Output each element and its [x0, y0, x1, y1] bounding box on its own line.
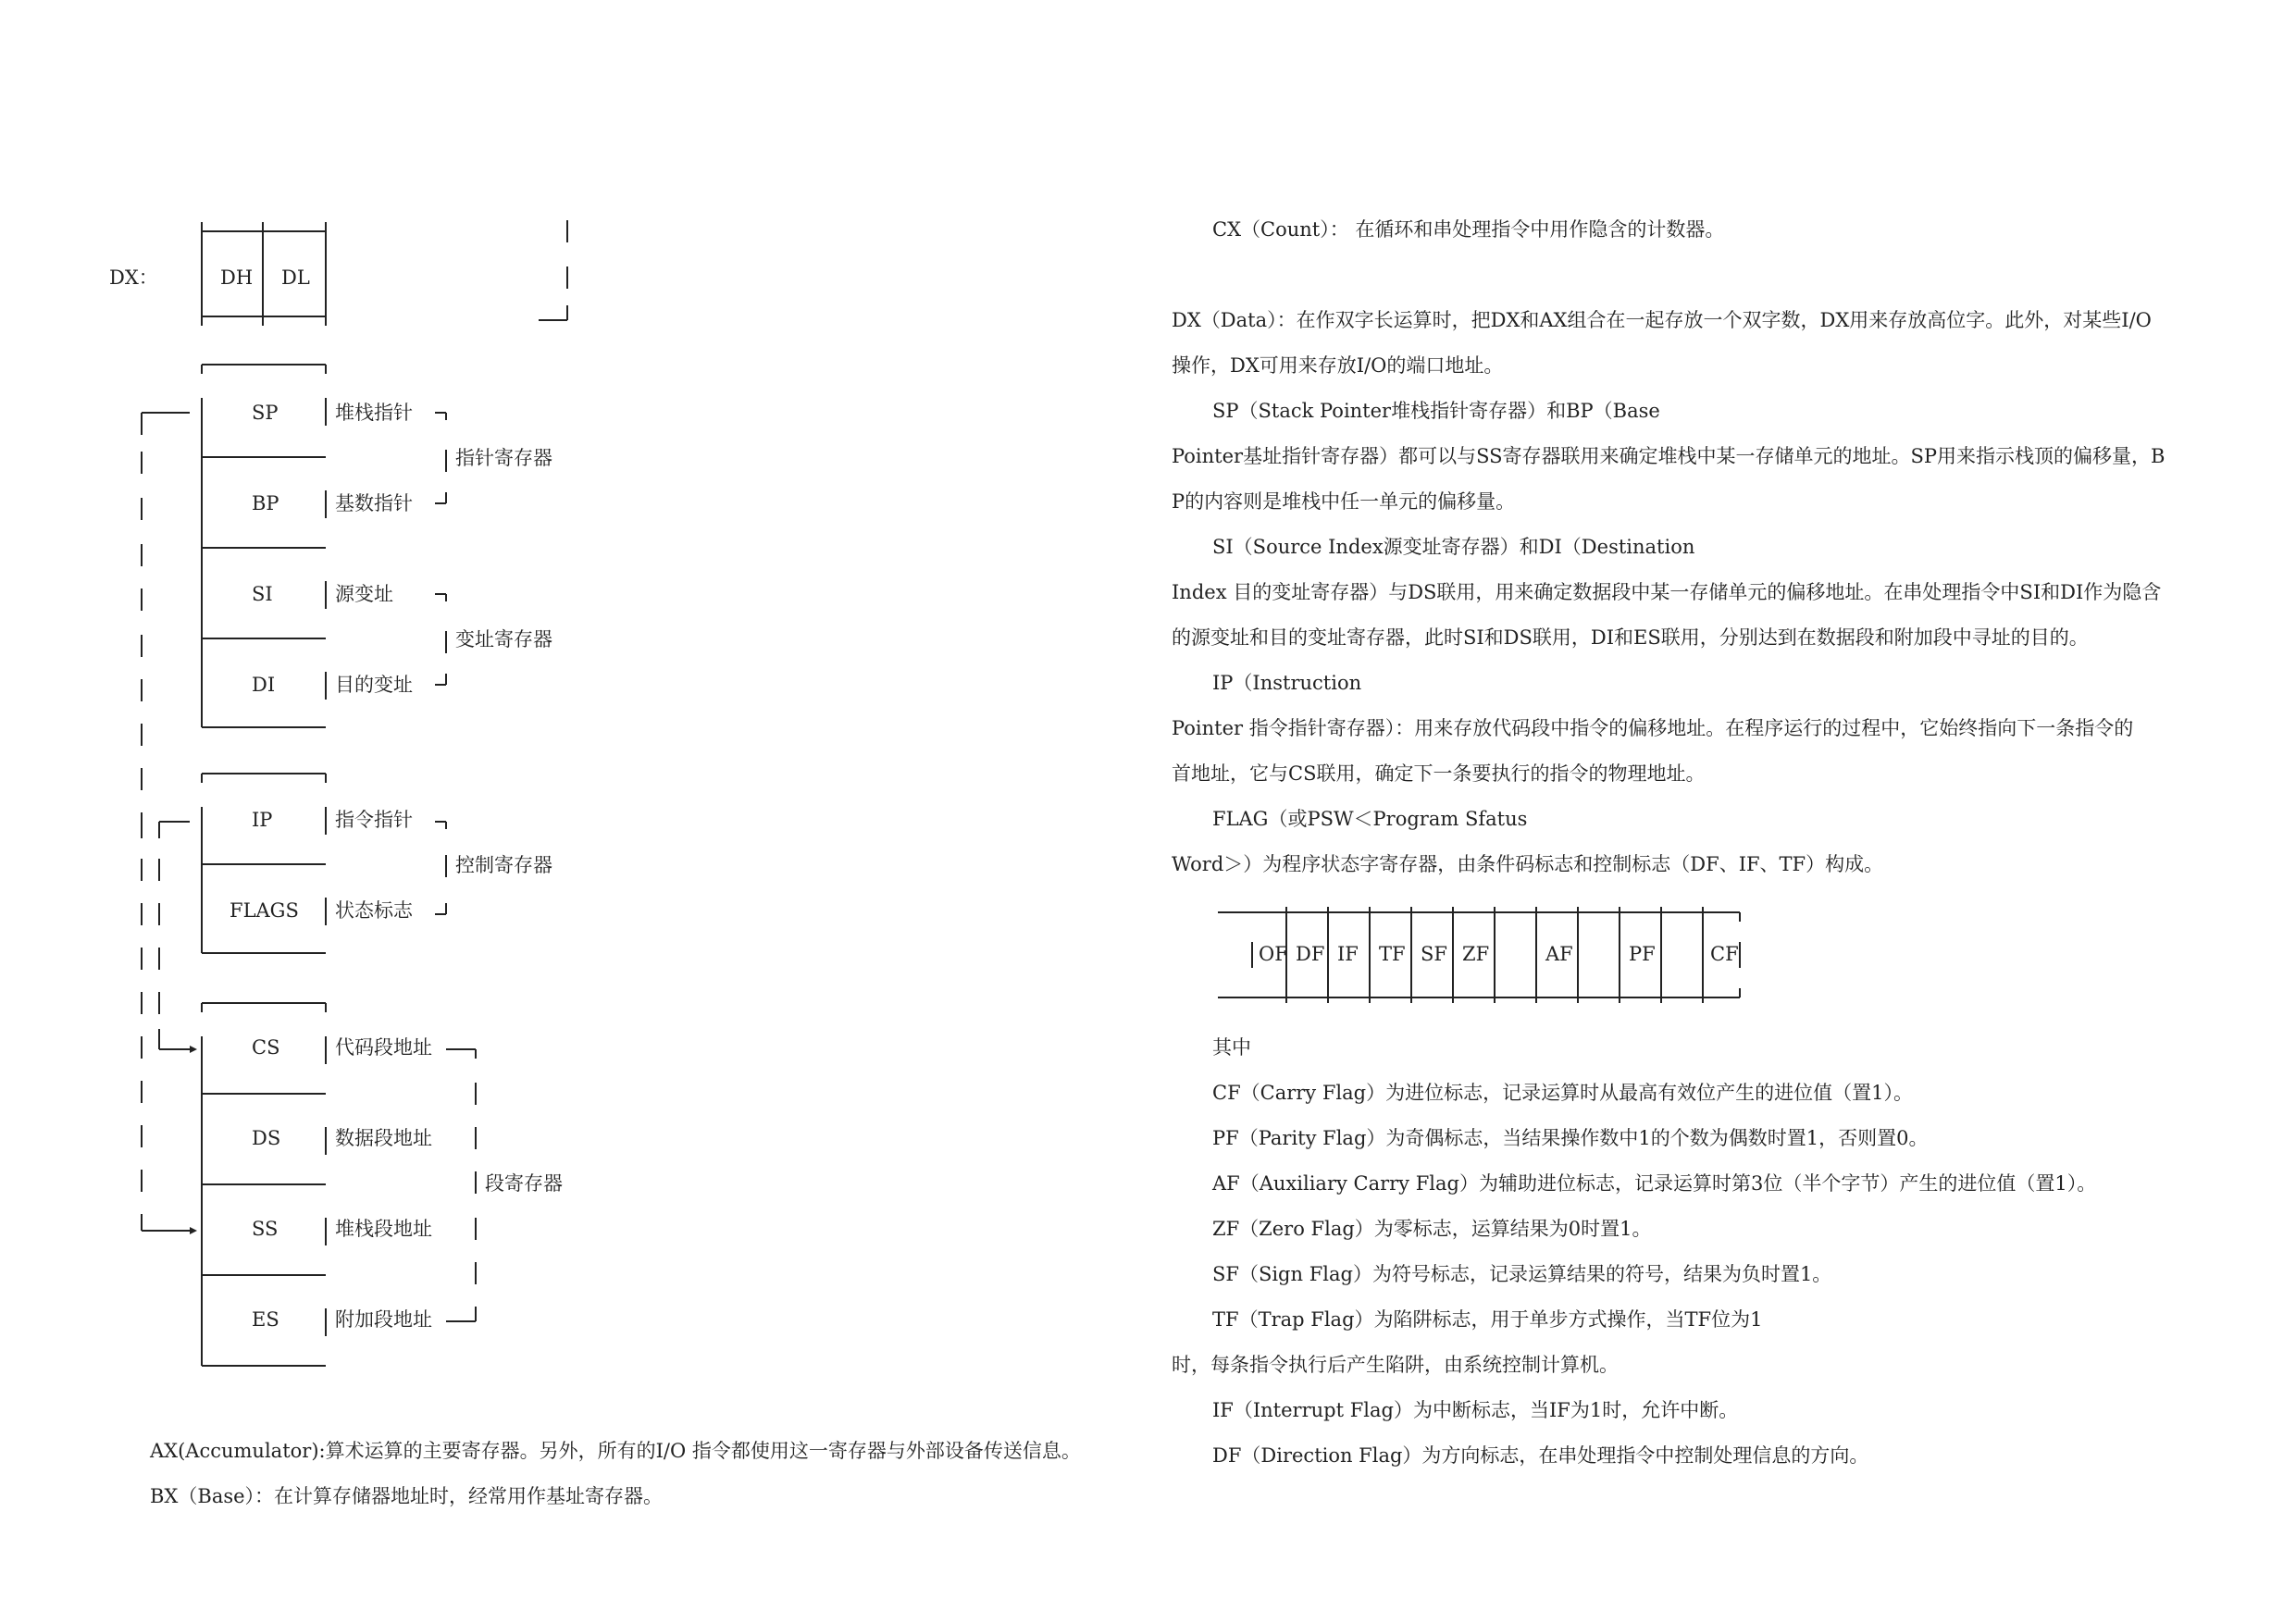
register-cs-desc: 代码段地址	[335, 1036, 432, 1059]
register-flags-desc: 状态标志	[335, 899, 413, 922]
dx-register-box	[202, 220, 567, 326]
text-dx-2: 操作，DX可用来存放I/O的端口地址。	[1172, 354, 1504, 377]
flag-desc-sf: SF（Sign Flag）为符号标志，记录运算结果的符号，结果为负时置1。	[1212, 1263, 1832, 1285]
text-dx-1: DX（Data）：在作双字长运算时，把DX和AX组合在一起存放一个双字数，DX用来存放高位字。此外，对某些I/O	[1172, 309, 2152, 331]
flag-cell-df: DF	[1296, 943, 1325, 965]
text-sp-bp-2: Pointer基址指针寄存器）都可以与SS寄存器联用来确定堆栈中某一存储单元的地址。SP用来指示栈顶的偏移量，B	[1172, 445, 2166, 467]
group-index-label: 变址寄存器	[455, 628, 552, 650]
register-cs: CS	[252, 1036, 280, 1059]
flag-desc-tf-1: TF（Trap Flag）为陷阱标志，用于单步方式操作，当TF位为1	[1212, 1308, 1763, 1331]
flag-desc-df: DF（Direction Flag）为方向标志，在串处理指令中控制处理信息的方向。	[1212, 1444, 1869, 1467]
flag-cell-zf: ZF	[1462, 943, 1490, 965]
left-text-block	[150, 1429, 1081, 1519]
flag-cell-af: AF	[1545, 943, 1573, 965]
dl-cell: DL	[281, 266, 310, 289]
register-es-desc: 附加段地址	[335, 1308, 432, 1331]
register-ip: IP	[252, 809, 273, 831]
text-sp-bp-1: SP（Stack Pointer堆栈指针寄存器）和BP（Base	[1212, 400, 1660, 422]
flag-desc-tf-2: 时，每条指令执行后产生陷阱，由系统控制计算机。	[1172, 1354, 1619, 1376]
flag-cell-pf: PF	[1629, 943, 1656, 965]
register-ip-desc: 指令指针	[335, 809, 413, 831]
text-bx: BX（Base）：在计算存储器地址时，经常用作基址寄存器。	[150, 1485, 664, 1507]
register-ss-desc: 堆栈段地址	[335, 1218, 432, 1240]
register-flags: FLAGS	[230, 899, 299, 922]
register-di: DI	[252, 674, 276, 696]
register-si-desc: 源变址	[335, 583, 393, 605]
register-si: SI	[252, 583, 273, 605]
register-es: ES	[252, 1308, 279, 1331]
flag-desc-cf: CF（Carry Flag）为进位标志，记录运算时从最高有效位产生的进位值（置1）。	[1212, 1082, 1913, 1104]
text-ip-3: 首地址，它与CS联用，确定下一条要执行的指令的物理地址。	[1172, 762, 1706, 785]
group-control-label: 控制寄存器	[455, 854, 552, 876]
flag-desc-if: IF（Interrupt Flag）为中断标志，当IF为1时，允许中断。	[1212, 1399, 1739, 1421]
flag-cell-cf: CF	[1710, 943, 1739, 965]
flag-desc-zf: ZF（Zero Flag）为零标志，运算结果为0时置1。	[1212, 1218, 1652, 1240]
text-cx: CX（Count）： 在循环和串处理指令中用作隐含的计数器。	[1212, 218, 1725, 241]
text-flag-1: FLAG（或PSW＜Program Sfatus	[1212, 808, 1528, 830]
text-si-di-1: SI（Source Index源变址寄存器）和DI（Destination	[1212, 536, 1695, 558]
register-di-desc: 目的变址	[335, 674, 413, 696]
text-ip-2: Pointer 指令指针寄存器）：用来存放代码段中指令的偏移地址。在程序运行的过程中，它始终指向下一条指令的	[1172, 717, 2134, 739]
dh-cell: DH	[220, 266, 254, 289]
pointer-index-block	[142, 365, 446, 790]
dx-label: DX：	[109, 266, 158, 289]
register-bp: BP	[252, 492, 279, 514]
text-si-di-2: Index 目的变址寄存器）与DS联用，用来确定数据段中某一存储单元的偏移地址。在串处理指令中SI和DI作为隐含	[1172, 581, 2162, 603]
group-segment-label: 段寄存器	[485, 1172, 563, 1195]
flag-desc-pf: PF（Parity Flag）为奇偶标志，当结果操作数中1的个数为偶数时置1，否则置0。	[1212, 1127, 1929, 1149]
flag-desc-intro: 其中	[1212, 1036, 1251, 1059]
right-text-block	[1172, 207, 2165, 887]
text-si-di-3: 的源变址和目的变址寄存器，此时SI和DS联用，DI和ES联用，分别达到在数据段和附加段中寻址的目的。	[1172, 626, 2089, 649]
register-ds: DS	[252, 1127, 281, 1149]
flag-desc-af: AF（Auxiliary Carry Flag）为辅助进位标志，记录运算时第3位（半个字节）产生的进位值（置1）。	[1212, 1172, 2097, 1195]
text-ax: AX(Accumulator):算术运算的主要寄存器。另外，所有的I/O 指令都使用这一寄存器与外部设备传送信息。	[150, 1440, 1081, 1462]
text-sp-bp-3: P的内容则是堆栈中任一单元的偏移量。	[1172, 490, 1516, 513]
blank-line	[1172, 253, 2165, 298]
flag-cell-of: OF	[1259, 943, 1288, 965]
register-ds-desc: 数据段地址	[335, 1127, 432, 1149]
flag-cell-if: IF	[1337, 943, 1359, 965]
flag-desc-block	[1172, 1025, 2096, 1479]
register-bp-desc: 基数指针	[335, 492, 413, 514]
register-ss: SS	[252, 1218, 279, 1240]
flag-cell-sf: SF	[1421, 943, 1447, 965]
group-pointer-label: 指针寄存器	[455, 447, 552, 469]
register-sp: SP	[252, 402, 279, 424]
register-sp-desc: 堆栈指针	[335, 402, 413, 424]
text-flag-2: Word＞）为程序状态字寄存器，由条件码标志和控制标志（DF、IF、TF）构成。	[1172, 853, 1884, 875]
flag-cell-tf: TF	[1379, 943, 1406, 965]
text-ip-1: IP（Instruction	[1212, 672, 1362, 694]
